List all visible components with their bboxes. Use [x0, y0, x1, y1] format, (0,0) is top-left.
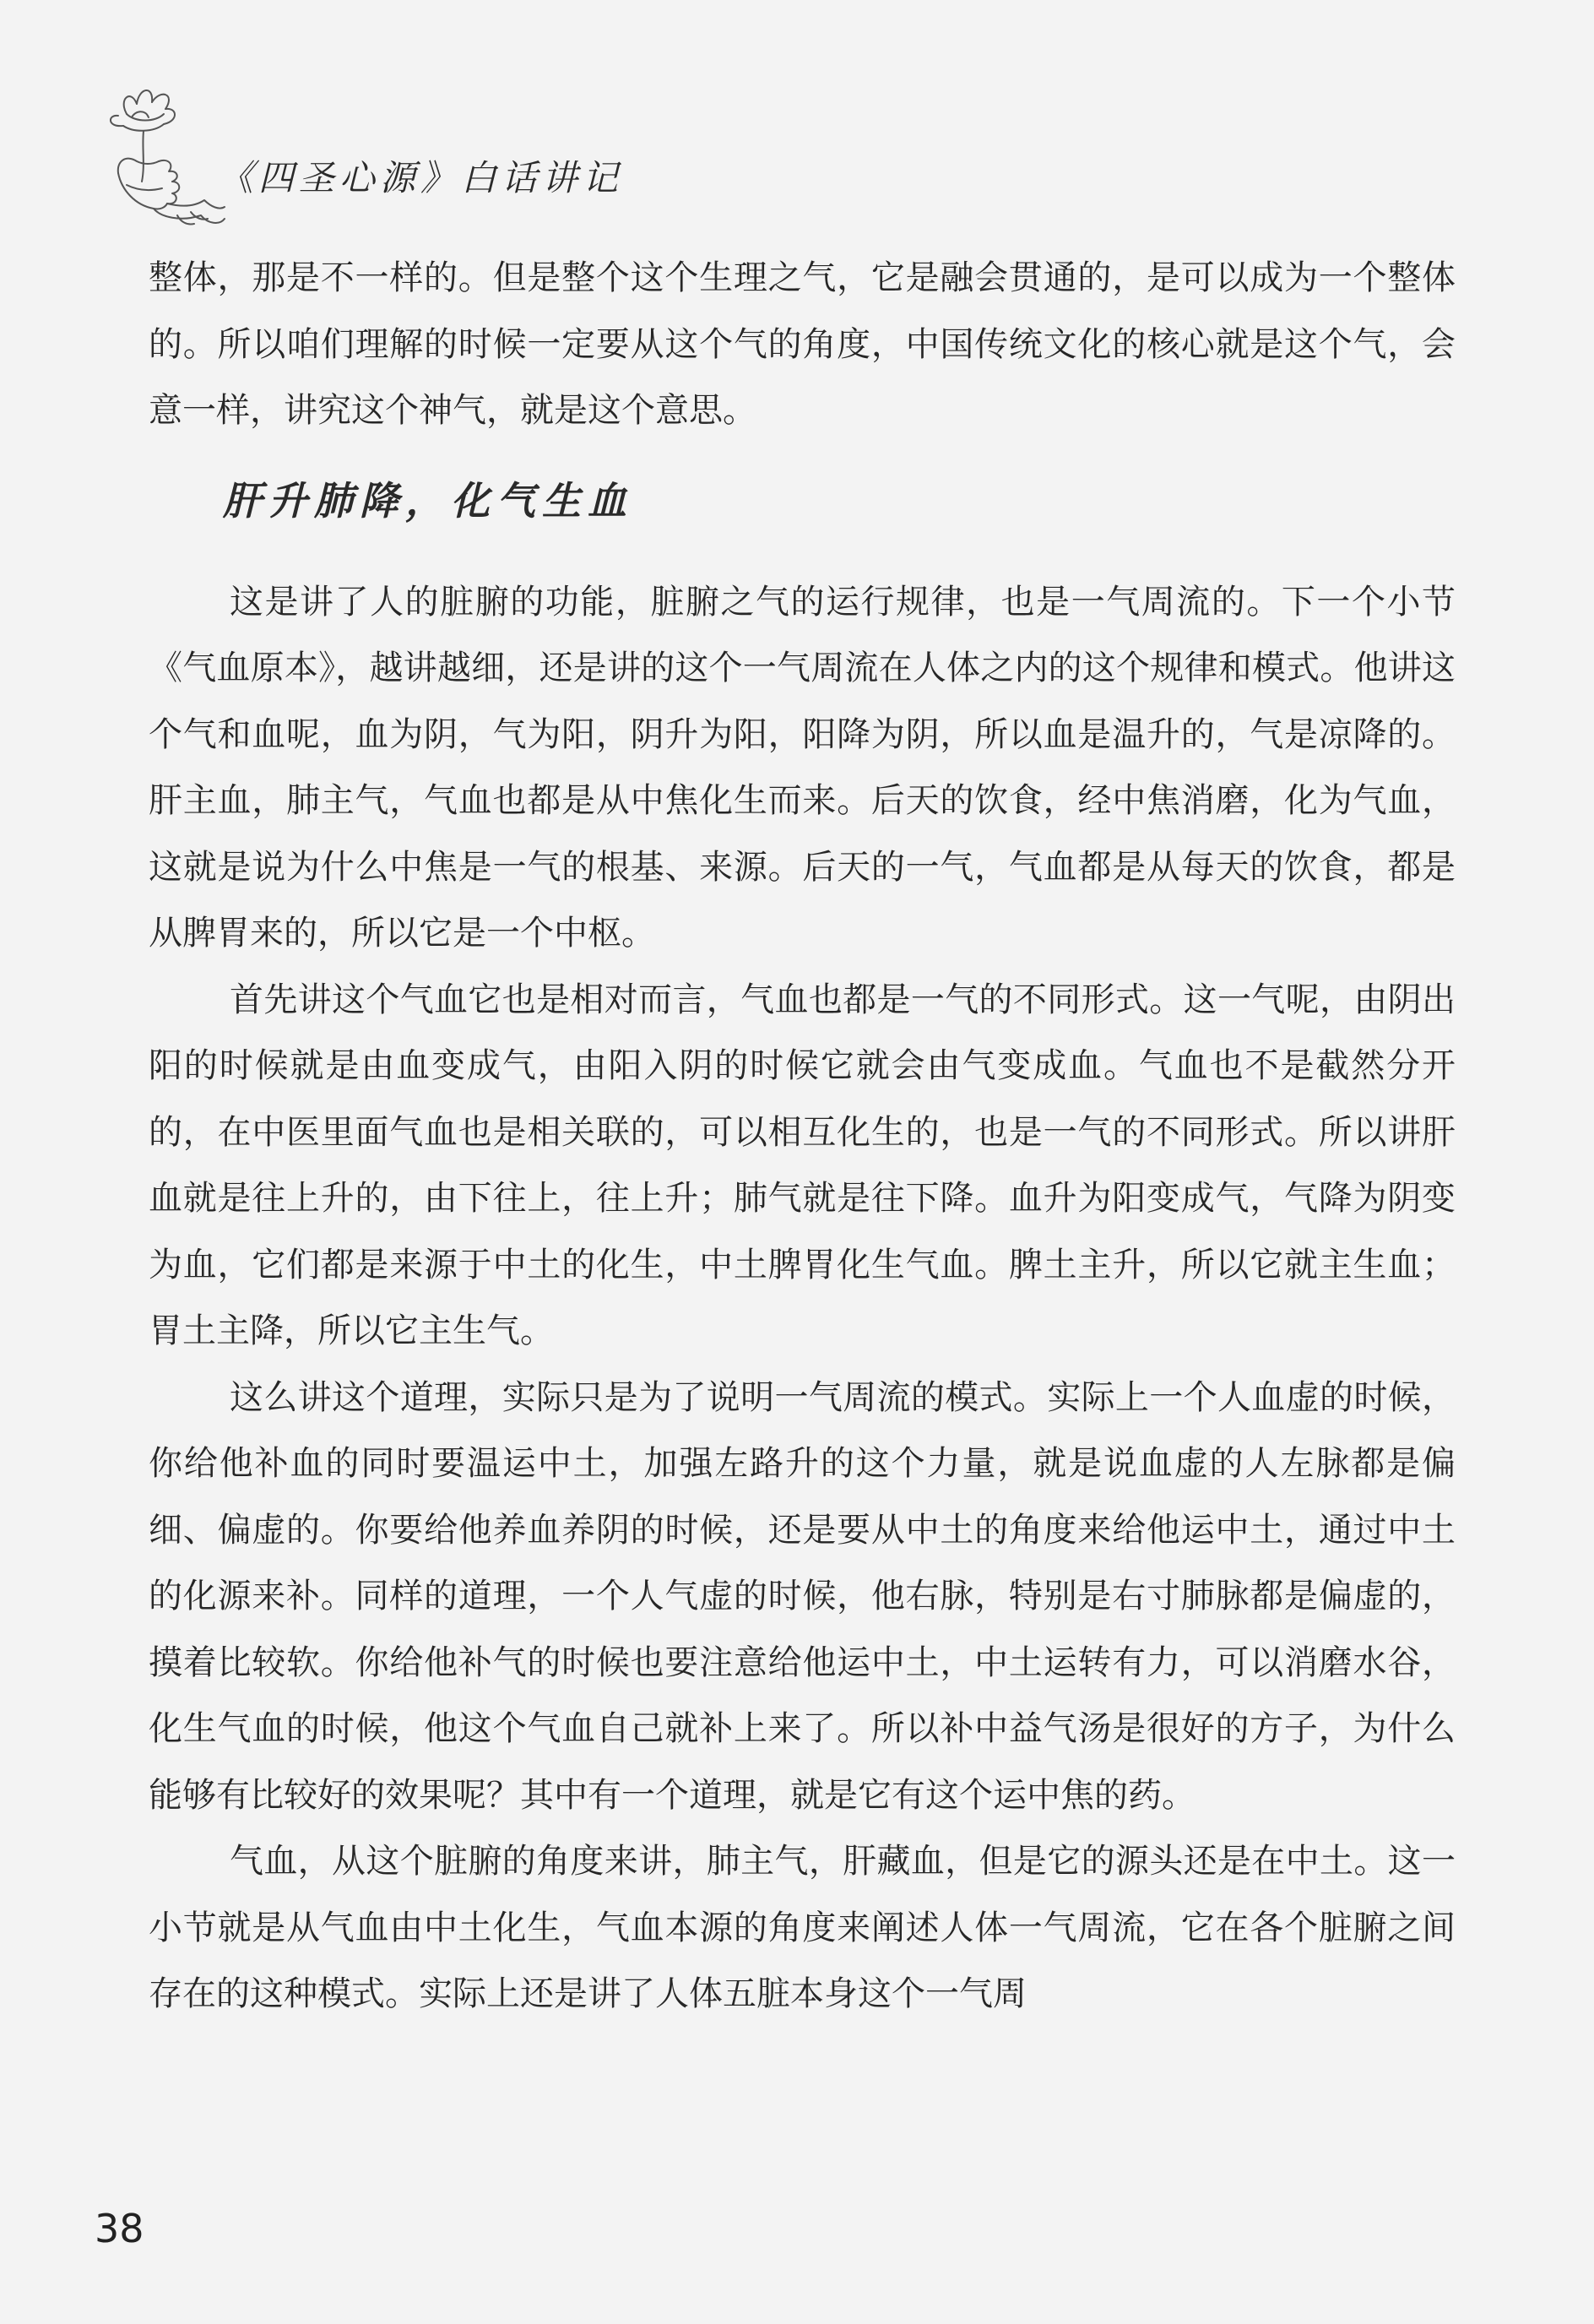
paragraph: 这么讲这个道理，实际只是为了说明一气周流的模式。实际上一个人血虚的时候，你给他补血的同时要温运中土，加强左路升的这个力量，就是说血虚的人左脉都是偏细、偏虚的。你要给他养血养阴的时候，还是要从中土的角度来给他运中土，通过中土的化源来补。同样的道理，一个人气虚的时候，他右脉，特别是右寸肺脉都是偏虚的，摸着比较软。你给他补气的时候也要注意给他运中土，中土运转有力，可以消磨水谷，化生气血的时候，他这个气血自己就补上来了。所以补中益气汤是很好的方子，为什么能够有比较好的效果呢？其中有一个道理，就是它有这个运中焦的药。	[149, 1377, 1456, 1815]
paragraph: 整体，那是不一样的。但是整个这个生理之气，它是融会贯通的，是可以成为一个整体的。所以咱们理解的时候一定要从这个气的角度，中国传统文化的核心就是这个气，会意一样，讲究这个神气，就是这个意思。	[149, 258, 1456, 430]
paragraph: 气血，从这个脏腑的角度来讲，肺主气，肝藏血，但是它的源头还是在中土。这一小节就是从气血由中土化生，气血本源的角度来阐述人体一气周流，它在各个脏腑之间存在的这种模式。实际上还是讲了人体五脏本身这个一气周	[149, 1842, 1456, 2013]
page-number: 38	[95, 2206, 144, 2251]
lotus-hand-icon	[93, 80, 228, 232]
paragraph: 这是讲了人的脏腑的功能，脏腑之气的运行规律，也是一气周流的。下一个小节《气血原本》，越讲越细，还是讲的这个一气周流在人体之内的这个规律和模式。他讲这个气和血呢，血为阴，气为阳，阴升为阳，阳降为阴，所以血是温升的，气是凉降的。肝主血，肺主气，气血也都是从中焦化生而来。后天的饮食，经中焦消磨，化为气血，这就是说为什么中焦是一气的根基、来源。后天的一气，气血都是从每天的饮食，都是从脾胃来的，所以它是一个中枢。	[149, 582, 1456, 953]
body-text	[149, 245, 1456, 2028]
running-header-title: 《四圣心源》白话讲记	[218, 157, 624, 198]
paragraph: 首先讲这个气血它也是相对而言，气血也都是一气的不同形式。这一气呢，由阴出阳的时候就是由血变成气，由阳入阴的时候它就会由气变成血。气血也不是截然分开的，在中医里面气血也是相关联的，可以相互化生的，也是一气的不同形式。所以讲肝血就是往上升的，由下往上，往上升；肺气就是往下降。血升为阳变成气，气降为阴变为血，它们都是来源于中土的化生，中土脾胃化生气血。脾土主升，所以它就主生血；胃土主降，所以它主生气。	[149, 980, 1456, 1350]
section-heading: 肝升肺降，化气生血	[223, 477, 633, 524]
